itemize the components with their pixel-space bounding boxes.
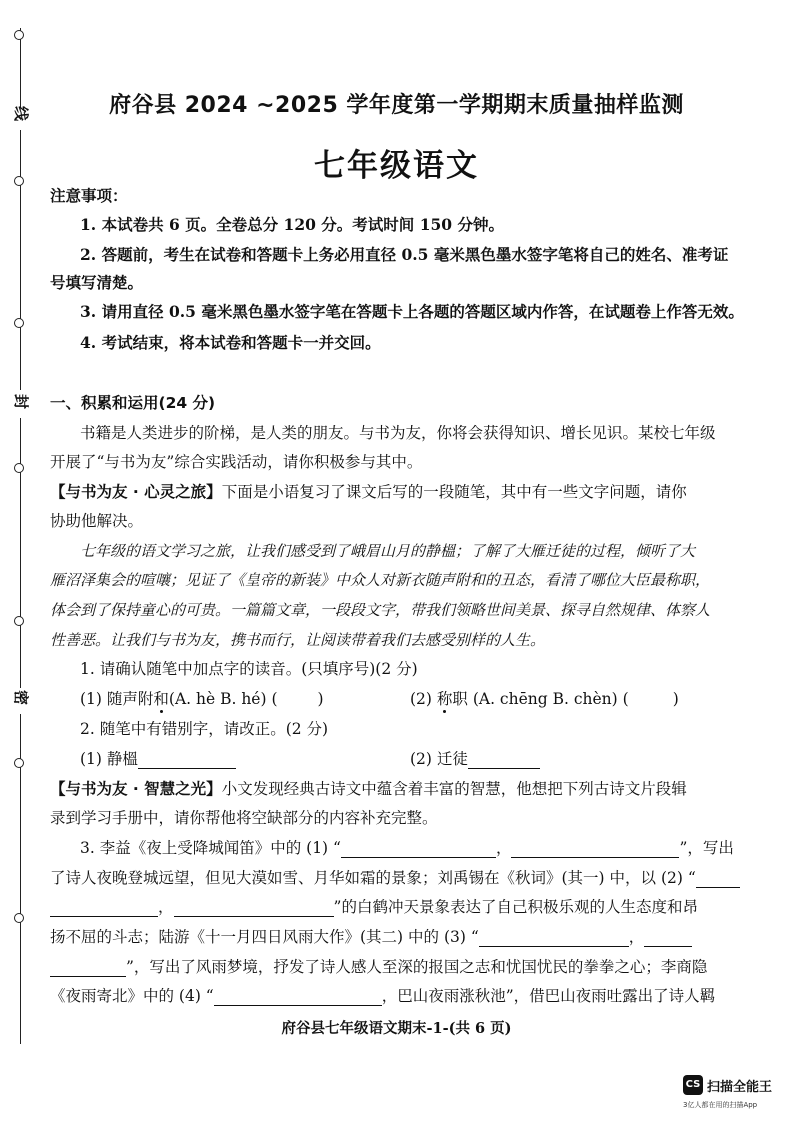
exam-title: 府谷县 2024 ~2025 学年度第一学期期末质量抽样监测 [109,93,684,118]
binding-line [20,418,21,688]
q3-text: 《夜雨寄北》中的 (4) “ [50,987,214,1005]
part-label: 【与书为友 · 智慧之光】 [50,780,222,798]
part-text: 协助他解决。 [50,512,144,530]
q3-blank-3a[interactable] [479,930,629,947]
question-3-line [50,927,692,947]
q3-text: ， [158,898,174,916]
binding-hole [14,463,24,473]
q3-text: 3. 李益《夜上受降城闻笛》中的 (1) “ [80,839,341,857]
q1b-prefix: (2) [410,690,437,708]
notice-item: 1. 本试卷共 6 页。全卷总分 120 分。考试时间 150 分钟。 [80,215,504,234]
q3-text: ， [495,839,512,857]
q3-text: ”，写出了风雨梦境，抒发了诗人感人至深的报国之志和忧国忧民的拳拳之心；李商隐 [126,958,708,976]
q3-blank-4[interactable] [214,989,382,1006]
notice-item: 3. 请用直径 0.5 毫米黑色墨水签字笔在答题卡上各题的答题区域内作答，在试题卷上作答无效。 [80,302,744,321]
part-text: 下面是小语复习了课文后写的一段随笔，其中有一些文字问题，请你 [221,483,687,501]
question-2-stem: 2. 随笔中有错别字，请改正。(2 分) [80,720,329,738]
q1a-prefix: (1) 随声附 [80,690,154,708]
part-label: 【与书为友 · 心灵之旅】 [50,483,222,501]
notice-heading: 注意事项： [50,187,128,205]
notice-item: 4. 考试结束，将本试卷和答题卡一并交回。 [80,333,381,352]
essay-line: 性善恶。让我们与书为友，携书而行，让阅读带着我们去感受别样的人生。 [50,631,546,649]
q2a-answer-blank[interactable] [138,752,236,769]
q3-blank-2a[interactable] [696,871,740,888]
q3-blank-3b[interactable] [644,930,692,947]
q3-blank-1b[interactable] [511,841,679,858]
binding-hole [14,616,24,626]
q1a-close: ) [317,690,324,708]
binding-char-seal: 封 [14,392,29,410]
q3-text: ”，写出 [679,839,734,857]
q3-text: ”的白鹤冲天景象表达了自己积极乐观的人生态度和昂 [333,898,698,916]
notice-item: 号填写清楚。 [50,273,144,292]
q2a-label: (1) 静榲 [80,750,138,768]
binding-hole [14,913,24,923]
scanner-tagline: 3亿人都在用的扫描App [683,1101,758,1109]
essay-line: 雁沼泽集会的喧嚷；见证了《皇帝的新装》中众人对新衣随声附和的丑态，看清了哪位大臣最称职， [50,571,711,589]
essay-line: 七年级的语文学习之旅，让我们感受到了峨眉山月的静榲；了解了大雁迁徒的过程，倾听了大 [80,542,696,560]
q3-text: 了诗人夜晚登城远望，但见大漠如雪、月华如霜的景象；刘禹锡在《秋词》(其一) 中，以 (2) “ [50,869,696,887]
question-3-line [50,897,698,917]
binding-hole [14,758,24,768]
q2b-label: (2) 迁徒 [410,750,468,768]
q1b-close: ) [672,690,679,708]
question-3-line [50,868,740,888]
question-3-line [50,957,707,977]
question-3-line [50,986,715,1006]
part-text: 录到学习手册中，请你帮他将空缺部分的内容补充完整。 [50,809,438,827]
binding-hole [14,318,24,328]
essay-line: 体会到了保持童心的可贵。一篇篇文章，一段段文字，带我们领略世间美景、探寻自然规律、体察人 [50,601,711,619]
q2b-answer-blank[interactable] [468,752,540,769]
binding-hole [14,30,24,40]
notice-item: 2. 答题前，考生在试卷和答题卡上务必用直径 0.5 毫米黑色墨水签字笔将自己的姓名、准考证 [80,245,729,264]
q1b-options: 职 (A. chēng B. chèn) ( [452,690,629,708]
scanner-watermark [683,1075,783,1115]
part-intro [50,482,687,502]
binding-char-line: 线 [14,104,29,122]
part-text: 小文发现经典古诗文中蕴含着丰富的智慧，他想把下列古诗文片段辑 [221,780,687,798]
question-1-a [80,689,324,709]
binding-char-secret: 密 [14,688,29,706]
q3-blank-2b[interactable] [174,900,334,917]
q3-text: ， [628,928,645,946]
q3-blank-3b-cont[interactable] [50,960,126,977]
q3-text: ，巴山夜雨涨秋池”，借巴山夜雨吐露出了诗人羁 [381,987,716,1005]
q1a-options: (A. hè B. hé) ( [168,690,278,708]
q1a-dotted-char: 和 [153,690,169,708]
intro-line: 开展了“与书为友”综合实践活动，请你积极参与其中。 [50,453,423,471]
scanner-app-name: 扫描全能王 [707,1080,773,1095]
part-intro [50,779,687,799]
question-3-line [80,838,734,858]
page-footer: 府谷县七年级语文期末-1-(共 6 页) [281,1020,512,1037]
question-1-b [410,689,679,709]
question-2-a [80,749,236,769]
q3-blank-1a[interactable] [341,841,496,858]
exam-subject: 七年级语文 [314,148,479,184]
q3-blank-2a-cont[interactable] [50,900,158,917]
question-2-b [410,749,540,769]
q1b-dotted-char: 称 [436,690,453,708]
intro-line: 书籍是人类进步的阶梯，是人类的朋友。与书为友，你将会获得知识、增长见识。某校七年级 [80,424,716,442]
camscanner-logo-icon: CS [683,1075,703,1095]
section-heading: 一、积累和运用(24 分) [50,394,216,412]
q3-text: 扬不屈的斗志；陆游《十一月四日风雨大作》(其二) 中的 (3) “ [50,928,479,946]
question-1-stem: 1. 请确认随笔中加点字的读音。(只填序号)(2 分) [80,660,418,678]
